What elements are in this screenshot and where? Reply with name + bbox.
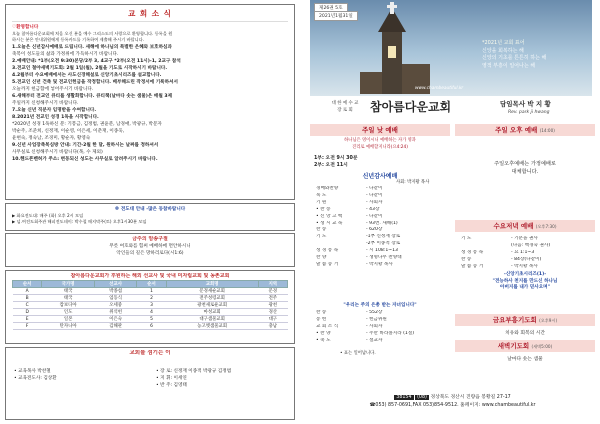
news-intro xyxy=(12,31,288,44)
missions-box xyxy=(5,270,295,344)
friday-note: 치유와 회복의 시간 xyxy=(504,331,546,336)
order-value: - 설교자 xyxy=(366,337,383,343)
table-header: 지역 xyxy=(258,281,287,288)
morning-worship xyxy=(310,124,450,392)
theme-label: *2021년 교회 표어 xyxy=(482,40,525,46)
order-value: - 552장 xyxy=(366,310,383,315)
table-cell: 3 xyxy=(137,302,166,309)
table-cell: D xyxy=(13,309,42,316)
order-row xyxy=(316,317,448,324)
order-item: • 찬 송 xyxy=(316,206,331,212)
news-item: 1.오늘은 신년감사예배로 드립니다. 새해에 하나님의 특별한 은혜와 보호하심과 xyxy=(12,44,172,50)
table-cell: 농고엣샘물교회 xyxy=(166,323,258,330)
news-box xyxy=(5,4,295,200)
series-label: -신앙기초시리즈(1)- xyxy=(503,272,547,277)
table-cell: 위석헌 xyxy=(94,309,137,316)
news-item: 8.2021년 전교인 성경 1독을 시작합니다. xyxy=(12,114,99,120)
morning-title: 주일 낮 예배 xyxy=(310,124,450,136)
order-item: • 성 시 교 독 xyxy=(316,220,343,226)
table-cell: 6 xyxy=(137,323,166,330)
order-item: 경배와찬양 xyxy=(316,186,339,191)
order-value: - 93번. 새해(1) xyxy=(366,220,398,226)
table-cell: 태국 xyxy=(42,288,95,295)
table-row xyxy=(13,302,288,309)
table-cell: 전주성령교회 xyxy=(166,295,258,302)
table-cell: 대구 xyxy=(258,316,287,323)
order-row xyxy=(316,241,448,248)
order-value: - 헌금위원 xyxy=(366,316,387,322)
table-cell: A xyxy=(13,288,42,295)
issue-number: 제26권 5호 xyxy=(314,3,348,13)
order-item: 봉 헌 xyxy=(316,316,327,322)
table-cell: 5 xyxy=(137,316,166,323)
evangelism-line: ▶ 화요전도대: 매주 (화) 오후 2시 모임 xyxy=(12,213,84,218)
news-item: 6.새해부터 전교인 큐티를 생활화합니다. 큐티책(날마다 솟는 샘물)은 매월 3제 xyxy=(12,93,173,99)
table-cell: 엄동식 xyxy=(94,295,137,302)
postal-code: 38154 xyxy=(396,395,412,400)
news-title: 교 회 소 식 xyxy=(12,8,288,22)
verse-title: 금주의 암송구절 xyxy=(132,236,168,242)
denomination-bottom: 장 로 회 xyxy=(337,108,353,113)
service-times xyxy=(314,155,357,169)
table-cell: 김해관 xyxy=(94,323,137,330)
contact-info: ☎053) 857-0691,FAX 053)854-9512. 홈페이지: www.chambeautiful.kr xyxy=(369,403,536,408)
order-value: -1부 신정재 장로 xyxy=(366,234,401,240)
table-header: 선교사 xyxy=(94,281,137,288)
news-item: 오늘까지 헌금함에 넣어주시기 바랍니다. xyxy=(12,86,94,92)
sermon-title: "우리는 주의 은총 받는 자녀입니다" xyxy=(343,303,417,308)
order-item: • 신 앙 고 백 xyxy=(316,213,343,219)
order-value: (다음: 백경숙 권사) xyxy=(511,242,551,248)
order-item: 기 원 xyxy=(316,199,327,205)
news-heading: ♡환영합니다 xyxy=(12,25,39,30)
order-value: - 다같이 xyxy=(366,186,383,191)
evangelism-box xyxy=(5,203,295,231)
order-of-service-2 xyxy=(316,310,448,345)
order-value: - 생명나무 찬양대 xyxy=(366,255,402,261)
table-row xyxy=(13,295,288,302)
wednesday-sermon xyxy=(455,272,595,292)
server-item: • 교육전도사: 김상환 xyxy=(14,376,57,381)
news-item: 9.신년 사업장축복심방 안내: 기간-2월 한 달, 원하시는 날짜를 정하셔서 xyxy=(12,142,159,148)
order-item: 찬 송 xyxy=(316,310,327,315)
missions-table xyxy=(12,280,288,330)
table-row xyxy=(13,288,288,295)
order-row xyxy=(461,264,593,271)
verse-line: 악인들의 길은 망하리로다(시1:6) xyxy=(116,251,184,256)
order-row xyxy=(316,338,448,345)
order-row xyxy=(461,250,593,257)
wednesday-order xyxy=(461,236,593,271)
order-item: 묵 도 xyxy=(316,192,327,198)
table-cell: E xyxy=(13,316,42,323)
table-header: 순서 xyxy=(137,281,166,288)
table-cell: 박종섭 xyxy=(94,288,137,295)
order-item: • 찬 양 xyxy=(316,330,331,336)
table-cell: 마성교회 xyxy=(166,309,258,316)
order-row xyxy=(316,255,448,262)
order-item: 기 도 xyxy=(461,236,472,241)
news-item: *2020년 성경 1독하신 분: 기봉금, 김정범, 권윤분, 남경애, 박광규, 박문자 xyxy=(12,121,162,127)
table-cell: 이은숙 xyxy=(94,316,137,323)
afternoon-line: 대체합니다. xyxy=(511,169,539,175)
order-value: - 시 108:1~13 xyxy=(366,248,398,254)
quote-line: 하나님은 영이시니 예배하는 자가 영과 xyxy=(344,138,416,143)
order-row xyxy=(316,310,448,317)
order-row xyxy=(316,193,448,200)
news-item: 3.전교인 철야새벽기도회: 2월 1일(월), 2월을 기도로 시작하시기 바랍니다. xyxy=(12,65,168,71)
morning-subtitle: 신년감사예배 xyxy=(362,173,398,180)
church-name: 참아름다운교회 xyxy=(370,100,452,114)
news-item: 박순주, 조준희, 신정재, 이순영, 이은세, 이춘재, 이종욱, xyxy=(12,128,125,134)
address: 경상북도 경산시 진량읍 봉황길 27-17 xyxy=(430,395,511,400)
dawn-title xyxy=(455,340,595,352)
order-item: 교 회 소 식 xyxy=(316,323,339,329)
server-item: • 반 주: 김영태 xyxy=(156,383,187,388)
news-item: 축복이 성도들의 삶과 가정위에 가득하시기 바랍니다. xyxy=(12,51,119,57)
server-item: • 교육목사 박찬철 xyxy=(14,369,51,374)
table-cell: 4 xyxy=(137,309,166,316)
service-time: 2부: 오전 11시 xyxy=(314,163,348,168)
table-header: 국가명 xyxy=(42,281,95,288)
table-cell: 인도 xyxy=(42,309,95,316)
news-item: 주일까지 신청해주시기 바랍니다. xyxy=(12,100,79,106)
afternoon-time: (14:00) xyxy=(539,128,555,133)
wednesday-label: 수요저녁 예배 xyxy=(493,222,534,230)
order-row xyxy=(316,186,448,193)
table-cell: 광천 xyxy=(258,302,287,309)
table-row xyxy=(13,316,288,323)
theme-line: 신앙의 기초를 튼튼히 하는 해 xyxy=(482,55,547,61)
quote-line: 진리로 예배할지니라(요4:24) xyxy=(352,144,408,150)
dawn-time: (새벽5:00) xyxy=(531,344,553,349)
table-cell: 충남 xyxy=(258,323,287,330)
server-item: • 장 로: 신정재 이종적 박광규 김정범 xyxy=(156,369,232,374)
theme-line: 신앙을 회복하는 해 xyxy=(482,47,524,54)
server-item: • 지 휘: 이세연 xyxy=(156,376,187,381)
church-theme xyxy=(482,40,546,70)
table-cell: F xyxy=(13,323,42,330)
order-item: • 축 도 xyxy=(316,337,331,343)
table-row xyxy=(13,309,288,316)
order-value: - 다같이 xyxy=(366,192,383,198)
order-row xyxy=(461,257,593,264)
news-item: 사무실로 신청해주시기 바랍니다(목, 수 제외) xyxy=(12,149,103,155)
verse-line: 무릇 여호와를 힘써 예배하매 면안하시니 xyxy=(109,244,191,249)
order-item: 찬 송 xyxy=(316,227,327,233)
order-row xyxy=(316,221,448,228)
afternoon-line: 주일오후예배는 가정예배로 xyxy=(494,161,556,167)
verse-box xyxy=(5,233,295,267)
sermon-line: "전능하사 천지를 만드신 하나님 xyxy=(492,278,558,284)
service-time: 1부: 오전 9시 30분 xyxy=(314,156,358,161)
table-cell: 경산 xyxy=(258,309,287,316)
news-item: 5.전교인 신년 건축 및 전교인헌금을 작정합니다. 배부해드린 작정서에 기록하셔서 xyxy=(12,79,178,85)
table-cell: 전주 xyxy=(258,295,287,302)
issue-date: 2021년1월31일 xyxy=(314,11,358,21)
table-cell: 문경새순교회 xyxy=(166,288,258,295)
morning-quote xyxy=(310,138,450,151)
table-cell: 1 xyxy=(137,288,166,295)
dawn-note: 날마다 솟는 샘물 xyxy=(507,357,543,362)
order-row xyxy=(316,234,448,241)
church-illustration xyxy=(360,2,430,94)
order-value: - 84장(다같이) xyxy=(511,256,542,262)
servers-title: 교회를 섬기는 이 xyxy=(129,350,171,356)
table-cell: 일본 xyxy=(42,316,95,323)
standing-note: • 표는 일어납니다. xyxy=(340,351,376,356)
table-cell: 탄자니아 xyxy=(42,323,95,330)
order-row xyxy=(316,207,448,214)
order-of-service xyxy=(316,186,448,269)
order-value: - 주만 바라볼지라 (1절) xyxy=(366,330,415,336)
order-row xyxy=(461,243,593,250)
afternoon-note xyxy=(455,160,595,176)
table-row xyxy=(13,323,288,330)
missions-title: 참아름다운교회가 후원하는 해외 선교사 및 국내 미자립교회 및 농촌교회 xyxy=(70,273,230,279)
table-cell: 오세중 xyxy=(94,302,137,309)
wednesday-title xyxy=(455,220,595,232)
order-value: - 사회자 xyxy=(366,199,383,205)
table-cell: 2 xyxy=(137,295,166,302)
other-services xyxy=(455,124,595,392)
postal-code-2: (08) xyxy=(417,395,427,400)
evangelism-title: ※ 전도대 안내 -많은 동참바랍니다 xyxy=(114,207,186,212)
pastor-english: Rev. park ji hwang xyxy=(508,110,550,115)
denomination-top: 대 한 예 수 교 xyxy=(331,101,359,106)
order-row xyxy=(316,331,448,338)
order-row xyxy=(316,248,448,255)
news-list xyxy=(12,44,288,163)
table-cell: 광천새로운교회 xyxy=(166,302,258,309)
afternoon-label: 주일 오후 예배 xyxy=(495,126,538,134)
masthead-banner xyxy=(310,0,592,96)
table-cell: 문경 xyxy=(258,288,287,295)
servers-box xyxy=(5,347,295,420)
table-cell: 태국 xyxy=(42,295,95,302)
table-cell: 캄보디아 xyxy=(42,302,95,309)
news-item: 윤현숙, 정숙남, 조경미, 황순자, 황영숙 xyxy=(12,135,91,141)
order-item: 성 경 봉 독 xyxy=(461,249,484,255)
friday-time: (오후9시) xyxy=(539,318,558,323)
website-url: www.chambeautiful.kr xyxy=(415,86,464,91)
table-cell: 대구샘물교회 xyxy=(166,316,258,323)
sermon-line: 아버지를 내가 믿사오며" xyxy=(500,285,550,291)
afternoon-title xyxy=(455,124,595,136)
order-value: - 박지황 목사 xyxy=(366,261,393,267)
table-header: 순서 xyxy=(13,281,42,288)
table-cell: C xyxy=(13,302,42,309)
theme-line: 영적 부흥이 일어나는 해 xyxy=(482,62,536,69)
news-item: 7.오늘 신년 직분자 임명받을 수여합니다. xyxy=(12,107,97,113)
order-item: 찬 양 xyxy=(316,255,327,261)
evangelism-line: ▶ 넘.여전도회주관 해피전도데이: 박수철 매지막주(토) 오후1시30분 모임 xyxy=(12,219,147,225)
news-item: 10.헨드폰벤허가 주소: 변동되신 성도는 사무실로 알려주시기 바랍니다. xyxy=(12,156,158,162)
order-value: - 박지황 목사 xyxy=(511,263,538,269)
order-item: 말 씀 증 거 xyxy=(461,263,484,269)
order-item: 기 도 xyxy=(316,234,327,240)
order-value: - 620장 xyxy=(366,227,383,233)
denomination xyxy=(322,100,368,114)
order-row xyxy=(316,324,448,331)
order-row xyxy=(316,262,448,269)
pastor-name: 담임목사 박 지 황 xyxy=(500,100,551,108)
friday-label: 금요부흥기도회 xyxy=(492,316,537,324)
order-item: 말 씀 증 거 xyxy=(316,261,339,267)
servers-right xyxy=(156,368,231,389)
servers-left xyxy=(14,368,57,382)
dawn-label: 새벽기도회 xyxy=(497,342,530,350)
order-value: - 기분을 권사 xyxy=(511,236,538,241)
order-row xyxy=(316,200,448,207)
order-row xyxy=(316,214,448,221)
intro-line: 오늘 참아름다운교회에 처음 오신 분을 예수 그리스도의 사랑으로 환영합니다. 등록을 원 xyxy=(12,31,173,36)
order-value: - 43장 xyxy=(366,206,380,212)
table-header: 교회명 xyxy=(166,281,258,288)
table-cell: B xyxy=(13,295,42,302)
morning-leader: 사회: 박지황 목사 xyxy=(396,180,430,185)
footer xyxy=(310,394,595,420)
wednesday-time: (오후7:30) xyxy=(535,224,557,229)
footer-address xyxy=(310,394,595,402)
news-item: 4.2월부터 수요예배에서는 사도신경해설로 신앙기초시리즈를 설교합니다. xyxy=(12,72,162,78)
order-value: - 사회자 xyxy=(366,323,383,329)
order-value: -2부 이종적 장로 xyxy=(366,241,401,247)
order-item: 성 경 봉 독 xyxy=(316,248,339,254)
order-value: - 다같이 xyxy=(366,213,383,219)
news-item: 2.예배안내: *1부(오전 9:30)본당/2부 3, 4교구 *2부(오전 11시)-1, 2교구 참석 xyxy=(12,58,181,64)
order-row xyxy=(461,236,593,243)
intro-line: 하시는 분은 안내위원에게 등록카드를 기록하여 제출해 주시기 바랍니다. xyxy=(12,37,145,43)
order-value: - 요 1:1~3 xyxy=(511,249,535,255)
friday-title xyxy=(455,314,595,326)
order-item: 찬 송 xyxy=(461,256,472,262)
order-row xyxy=(316,227,448,234)
